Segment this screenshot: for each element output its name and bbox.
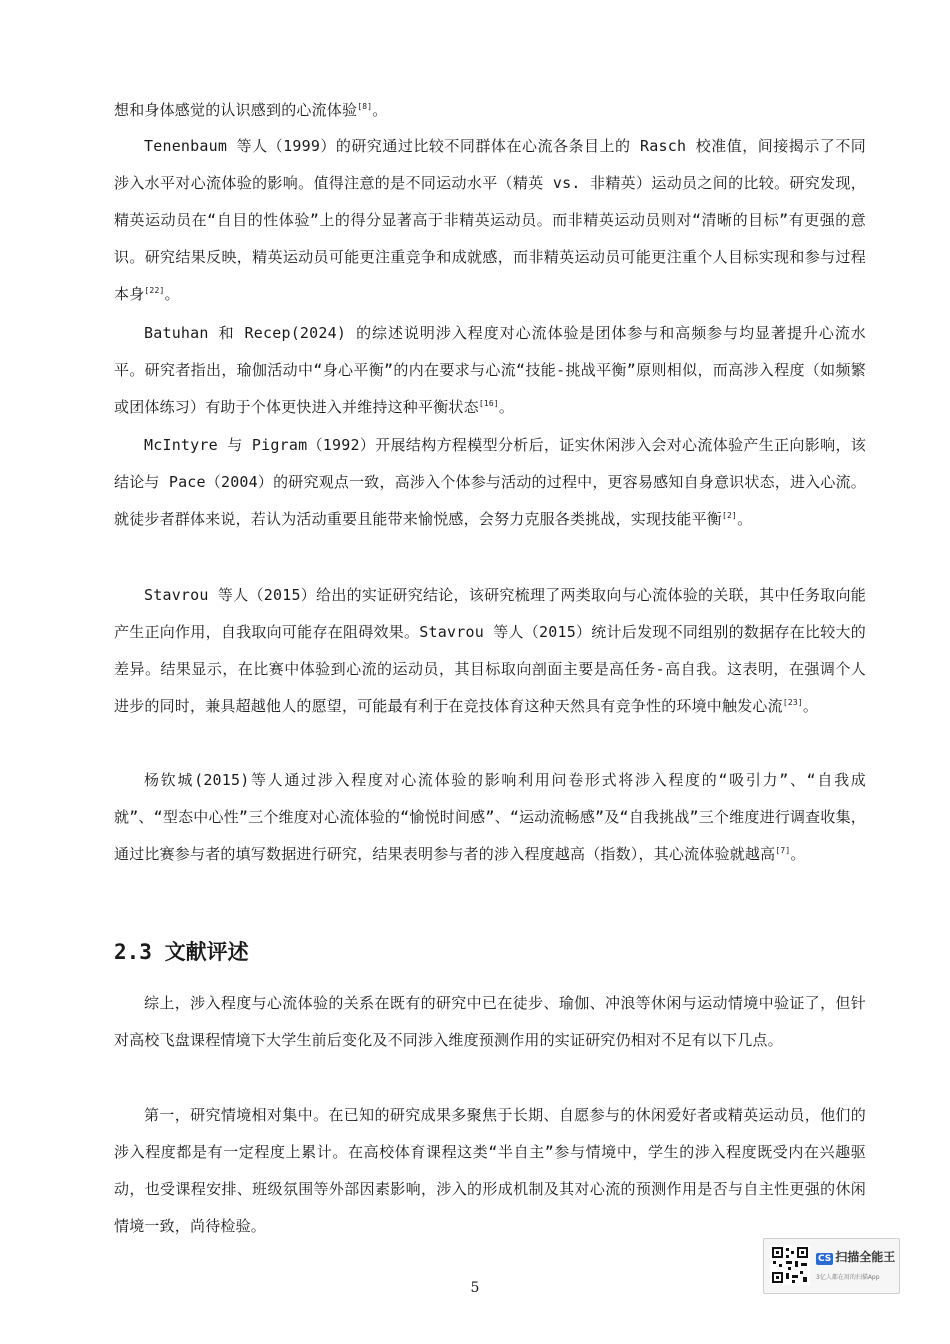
paragraph-yang: 杨钦城(2015)等人通过涉入程度对心流体验的影响利用问卷形式将涉入程度的“吸引力”、“自我成就”、“型态中心性”三个维度对心流体验的“愉悦时间感”、“运动流畅感”及“自我挑战”三个维度进行调查收集，通过比赛参与者的填写数据进行研究，结果表明参与者的涉入程度越高（指数），其心流体验就越高[7]。 (114, 771, 866, 863)
paragraph-stavrou: Stavrou 等人（2015）给出的实证研究结论，该研究梳理了两类取向与心流体验的关联，其中任务取向能产生正向作用，自我取向可能存在阻碍效果。Stavrou 等人（2015）统计后发现不同组别的数据存在比较大的差异。结果显示，在比赛中体验到心流的运动员，其目标取向剖面主要是高任务-高自我。这表明，在强调个人进步的同时，兼具超越他人的愿望，可能最有利于在竞技体育这种天然具有竞争性的环境中触发心流[23]。 (114, 586, 866, 715)
paragraph-batuhan: Batuhan 和 Recep(2024) 的综述说明涉入程度对心流体验是团体参与和高频参与均显著提升心流水平。研究者指出，瑜伽活动中“身心平衡”的内在要求与心流“技能-挑战平衡”原则相似，而高涉入程度（如频繁或团体练习）有助于个体更快进入并维持这种平衡状态[16]。 (114, 324, 866, 416)
citation-ref: [8] (357, 102, 373, 111)
paragraph-first-point: 第一，研究情境相对集中。在已知的研究成果多聚焦于长期、自愿参与的休闲爱好者或精英运动员，他们的涉入程度都是有一定程度上累计。在高校体育课程这类“半自主”参与情境中，学生的涉入程度既受内在兴趣驱动，也受课程安排、班级氛围等外部因素影响，涉入的形成机制及其对心流的预测作用是否与自主性更强的休闲情境一致，尚待检验。 (114, 1106, 866, 1235)
paragraph-summary: 综上，涉入程度与心流体验的关系在既有的研究中已在徒步、瑜伽、冲浪等休闲与运动情境中验证了，但针对高校飞盘课程情境下大学生前后变化及不同涉入维度预测作用的实证研究仍相对不足有以下几点。 (114, 994, 866, 1049)
page-number: 5 (470, 1280, 480, 1296)
scanner-app-title: CS 扫描全能王 (818, 1250, 896, 1264)
citation-ref: [22] (144, 286, 165, 295)
scanner-app-subtitle: 3亿人都在用的扫描App (816, 1274, 880, 1281)
citation-ref: [7] (775, 846, 791, 855)
citation-ref: [23] (782, 698, 803, 707)
citation-ref: [2] (722, 511, 738, 520)
paragraph-mcintyre: McIntyre 与 Pigram（1992）开展结构方程模型分析后，证实休闲涉入会对心流体验产生正向影响，该结论与 Pace（2004）的研究观点一致，高涉入个体参与活动的过程中，更容易感知自身意识状态，进入心流。就徒步者群体来说，若认为活动重要且能带来愉悦感，会努力克服各类挑战，实现技能平衡[2]。 (114, 436, 866, 528)
cs-logo-icon: CS (818, 1254, 832, 1264)
qr-code-icon (770, 1245, 810, 1285)
section-heading: 2.3 文献评述 (114, 940, 249, 964)
citation-ref: [16] (478, 399, 499, 408)
scanner-watermark (763, 1238, 900, 1294)
paragraph-continuation: 想和身体感觉的认识感到的心流体验[8]。 (114, 101, 388, 119)
paragraph-tenenbaum: Tenenbaum 等人（1999）的研究通过比较不同群体在心流各条目上的 Rasch 校准值，间接揭示了不同涉入水平对心流体验的影响。值得注意的是不同运动水平（精英 vs. 非精英）运动员之间的比较。研究发现，精英运动员在“自目的性体验”上的得分显著高于非精英运动员。而非精英运动员则对“清晰的目标”有更强的意识。研究结果反映，精英运动员可能更注重竞争和成就感，而非精英运动员可能更注重个人目标实现和参与过程本身[22]。 (114, 137, 866, 303)
